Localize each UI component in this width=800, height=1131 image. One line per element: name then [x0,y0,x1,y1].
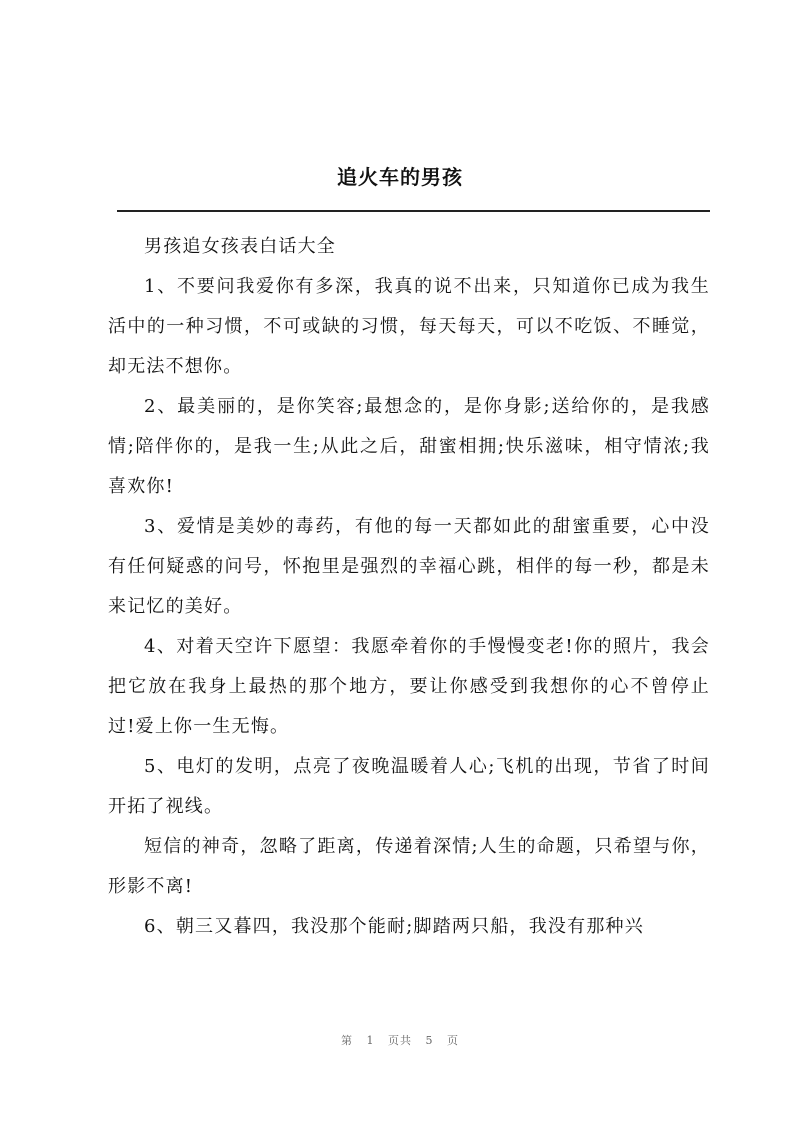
paragraph-2: 2、最美丽的，是你笑容;最想念的，是你身影;送给你的，是我感情;陪伴你的，是我一生;从此之后，甜蜜相拥;快乐滋味，相守情浓;我喜欢你! [108,396,710,497]
paragraph-1: 1、不要问我爱你有多深，我真的说不出来，只知道你已成为我生活中的一种习惯，不可或缺的习惯，每天每天，可以不吃饭、不睡觉，却无法不想你。 [108,276,710,377]
document-body [108,227,710,947]
footer-page-prefix: 第 [341,1034,353,1047]
page-footer [0,1032,800,1048]
document-title: 追火车的男孩 [337,165,463,189]
title-divider [117,210,710,212]
footer-page-middle: 页共 [388,1034,412,1047]
paragraph-5: 5、电灯的发明，点亮了夜晚温暖着人心;飞机的出现，节省了时间开拓了视线。 [108,756,710,817]
paragraph-3: 3、爱情是美妙的毒药，有他的每一天都如此的甜蜜重要，心中没有任何疑惑的问号，怀抱里是强烈的幸福心跳，相伴的每一秒，都是未来记忆的美好。 [108,516,710,617]
paragraph-4: 4、对着天空许下愿望：我愿牵着你的手慢慢变老!你的照片，我会把它放在我身上最热的那个地方，要让你感受到我想你的心不曾停止过!爱上你一生无悔。 [108,636,710,737]
footer-page-number: 1 [366,1034,375,1047]
document-subtitle: 男孩追女孩表白话大全 [144,236,336,257]
footer-page-total: 5 [425,1034,434,1047]
paragraph-6: 6、朝三又暮四，我没那个能耐;脚踏两只船，我没有那种兴 [144,916,644,937]
footer-page-suffix: 页 [447,1034,459,1047]
paragraph-5-continued: 短信的神奇，忽略了距离，传递着深情;人生的命题，只希望与你，形影不离! [108,836,710,897]
